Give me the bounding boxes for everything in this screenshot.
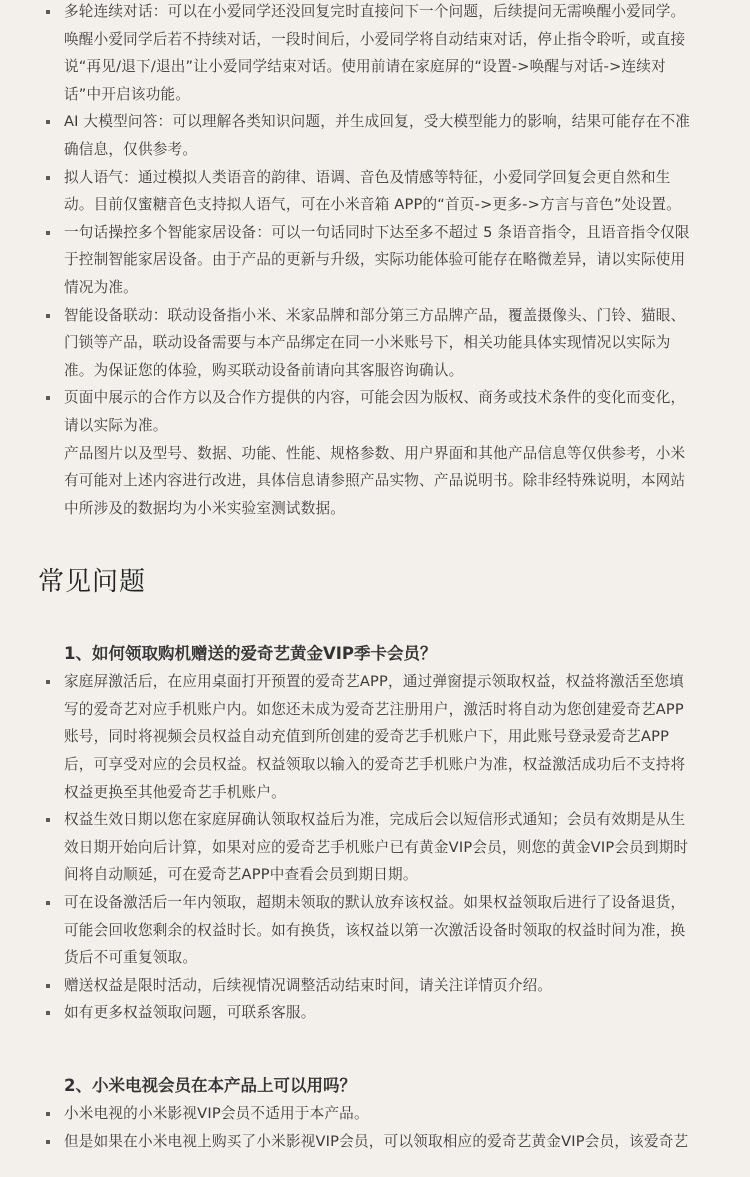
list-item-text: 权益生效日期以您在家庭屏确认领取权益后为准，完成后会以短信形式通知；会员有效期是从生效日期开始向后计算，如果对应的爱奇艺手机账户已有黄金VIP会员，则您的黄金VIP会员到期时间将自动顺延，可在爱奇艺APP中查看会员到期日期。 [64,811,689,884]
bullet-icon [46,10,50,14]
bullet-icon [46,314,50,318]
bullet-icon [46,1011,50,1015]
list-item [0,384,750,522]
bullet-icon [46,680,50,684]
list-item [0,302,750,385]
faq-heading: 常见问题 [38,567,147,598]
list-item-text: AI 大模型问答：可以理解各类知识问题，并生成回复，受大模型能力的影响，结果可能存在不准确信息，仅供参考。 [64,113,691,158]
list-item [0,668,750,806]
bullet-icon [46,396,50,400]
list-item [0,219,750,302]
list-item [0,1128,750,1156]
list-item-text: 小米电视的小米影视VIP会员不适用于本产品。 [64,1105,369,1122]
list-item [0,0,750,108]
list-item-text: 拟人语气：通过模拟人类语音的韵律、语调、音色及情感等特征，小爱同学回复会更自然和生动。目前仅蜜糖音色支持拟人语气，可在小米音箱 APP的“首页->更多->方言与音色”处设置。 [64,168,681,214]
list-item-text: 一句话操控多个智能家居设备：可以一句话同时下达至多不超过 5 条语音指令，且语音指令仅限于控制智能家居设备。由于产品的更新与升级，实际功能体验可能存在略微差异，请以实际使用情况为准。 [64,223,690,296]
bullet-icon [46,1112,50,1116]
list-item-text: 多轮连续对话：可以在小爱同学还没回复完时直接问下一个问题，后续提问无需唤醒小爱同学。唤醒小爱同学后若不持续对话，一段时间后，小爱同学将自动结束对话，停止指令聆听，或直接说“再见/退下/退出”让小爱同学结束对话。使用前请在家庭屏的“设置->唤醒与对话->连续对话”中开启该功能。 [64,3,686,103]
list-item [0,108,750,163]
list-item [0,806,750,889]
bullet-icon [46,231,50,235]
list-item-text: 页面中展示的合作方以及合作方提供的内容，可能会因为版权、商务或技术条件的变化而变化，请以实际为准。 [64,389,686,434]
list-item-text: 家庭屏激活后，在应用桌面打开预置的爱奇艺APP，通过弹窗提示领取权益，权益将激活至您填写的爱奇艺对应手机账户内。如您还未成为爱奇艺注册用户，激活时将自动为您创建爱奇艺APP账号，同时将视频会员权益自动充值到所创建的爱奇艺手机账户下，用此账号登录爱奇艺APP后，可享受对应的会员权益。权益领取以输入的爱奇艺手机账户为准，权益激活成功后不支持将权益更换至其他爱奇艺手机账户。 [64,673,686,801]
faq-answer-2-list [0,1100,750,1155]
list-item [0,164,750,219]
feature-notes-list [0,0,750,522]
list-item-text: 如有更多权益领取问题，可联系客服。 [64,1004,316,1022]
bullet-icon [46,984,50,988]
bullet-icon [46,818,50,822]
bullet-icon [46,176,50,180]
list-item [0,1100,750,1128]
list-item-text: 赠送权益是限时活动，后续视情况调整活动结束时间，请关注详情页介绍。 [64,976,553,994]
list-item [0,972,750,1000]
list-item-text: 但是如果在小米电视上购买了小米影视VIP会员，可以领取相应的爱奇艺黄金VIP会员，该爱奇艺 [64,1132,689,1150]
list-item-text: 可在设备激活后一年内领取，超期未领取的默认放弃该权益。如果权益领取后进行了设备退货，可能会回收您剩余的权益时长。如有换货，该权益以第一次激活设备时领取的权益时间为准，换货后不可重复领取。 [64,894,686,967]
faq-answer-1-list [0,668,750,1027]
faq-question-2: 2、小米电视会员在本产品上可以用吗？ [64,1076,356,1095]
list-item [0,999,750,1027]
bullet-icon [46,901,50,905]
list-item-text: 智能设备联动：联动设备指小米、米家品牌和部分第三方品牌产品，覆盖摄像头、门铃、猫眼、门锁等产品，联动设备需要与本产品绑定在同一小米账号下，相关功能具体实现情况以实际为准。为保证您的体验，购买联动设备前请向其客服咨询确认。 [64,306,686,379]
list-item [0,889,750,972]
bullet-icon [46,120,50,124]
faq-question-1: 1、如何领取购机赠送的爱奇艺黄金VIP季卡会员？ [64,644,437,664]
disclaimer-text: 产品图片以及型号、数据、功能、性能、规格参数、用户界面和其他产品信息等仅供参考，小米有可能对上述内容进行改进，具体信息请参照产品实物、产品说明书。除非经特殊说明，本网站中所涉及的数据均为小米实验室测试数据。 [64,444,686,517]
bullet-icon [46,1140,50,1144]
